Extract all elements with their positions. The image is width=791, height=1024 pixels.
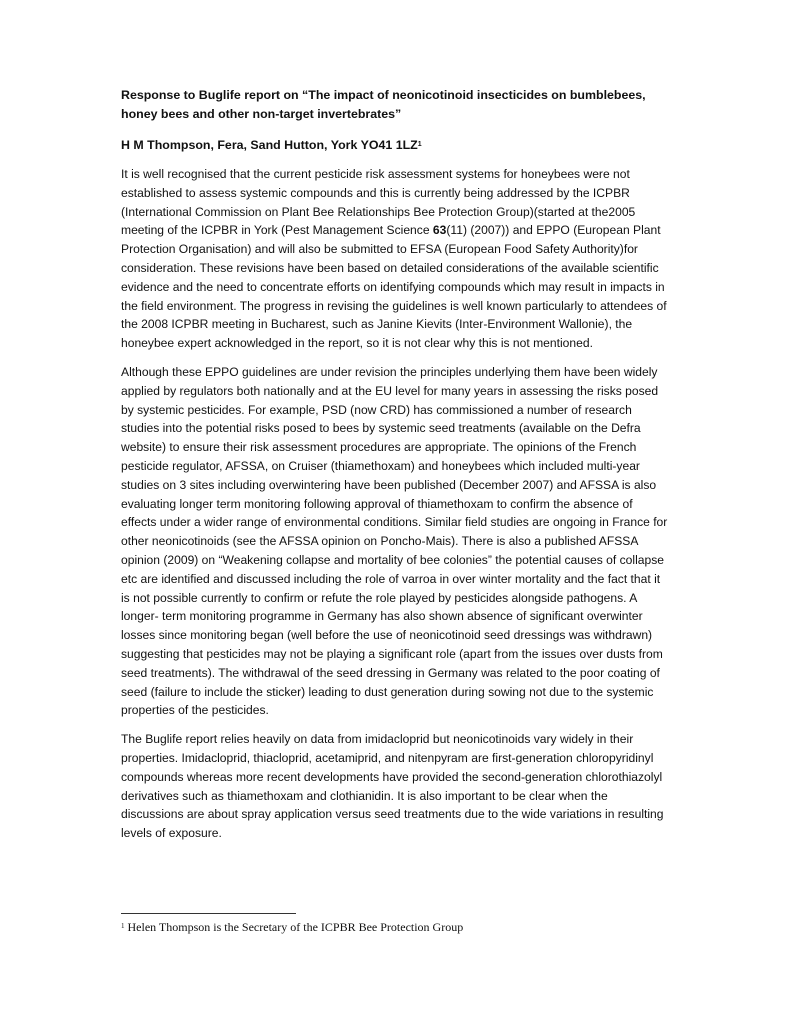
author-footnote-marker: 1 <box>417 141 422 148</box>
author-name: H M Thompson, Fera, Sand Hutton, York YO41 1LZ <box>121 138 418 152</box>
footnote <box>121 920 681 935</box>
paragraph-3: The Buglife report relies heavily on data from imidacloprid but neonicotinoids vary widely in their properties. Imidacloprid, thiacloprid, acetamiprid, and nitenpyram are first-generation chloropyridinyl compounds whereas more recent developments have provided the second-generation chlorothiazolyl derivatives such as thiamethoxam and clothianidin. It is also important to be clear when the discussions are about spray application versus seed treatments due to the wide variations in resulting levels of exposure. <box>121 732 664 841</box>
footnote-divider <box>121 913 296 914</box>
footnote-text: Helen Thompson is the Secretary of the ICPBR Bee Protection Group <box>124 920 464 934</box>
paragraph-1-volume: 63 <box>432 223 447 238</box>
paragraph-1-text-b: (11) (2007)) and EPPO (European Plant Protection Organisation) and will also be submitted to EFSA (European Food Safety Authority)for consideration. These revisions have been based on detailed considerations of the available scientific evidence and the need to concentrate efforts on identifying compounds which may result in impacts in the field environment. The progress in revising the guidelines is well known particularly to attendees of the 2008 ICPBR meeting in Bucharest, such as Janine Kievits (Inter-Environment Wallonie), the honeybee expert acknowledged in the report, so it is not clear why this is not mentioned. <box>121 223 667 351</box>
document-title: Response to Buglife report on “The impact of neonicotinoid insecticides on bumblebees, honey bees and other non-target invertebrates” <box>121 88 646 121</box>
author-line <box>121 136 671 155</box>
paragraph-1 <box>121 165 671 353</box>
paragraph-2: Although these EPPO guidelines are under revision the principles underlying them have been widely applied by regulators both nationally and at the EU level for many years in assessing the risks posed by systemic pesticides. For example, PSD (now CRD) has commissioned a number of research studies into the potential risks posed to bees by systemic seed treatments (available on the Defra website) to ensure their risk assessment procedures are appropriate. The opinions of the French pesticide regulator, AFSSA, on Cruiser (thiamethoxam) and honeybees which included multi-year studies on 3 sites including overwintering have been published (December 2007) and AFSSA is also evaluating longer term monitoring following approval of thiamethoxam to confirm the absence of effects under a wider range of environmental conditions. Similar field studies are ongoing in France for other neonicotinoids (see the AFSSA opinion on Poncho-Mais). There is also a published AFSSA opinion (2009) on “Weakening collapse and mortality of bee colonies” the potential causes of collapse etc are identified and discussed including the role of varroa in over winter mortality and the fact that it is not possible currently to confirm or refute the role played by pesticides alongside pathogens. A longer- term monitoring programme in Germany has also shown absence of significant overwinter losses since monitoring began (well before the use of neonicotinoid seed dressings was withdrawn) suggesting that pesticides may not be playing a significant role (apart from the issues over dusts from seed treatments). The withdrawal of the seed dressing in Germany was related to the poor coating of seed (failure to include the sticker) leading to dust generation during sowing not due to the systemic properties of the pesticides. <box>121 364 668 718</box>
paragraph-1-text-a: It is well recognised that the current pesticide risk assessment systems for honeybees were not established to assess systemic compounds and this is currently being addressed by the ICPBR (International Commission on Plant Bee Relationships Bee Protection Group)(started at the2005 meeting of the ICPBR in York (Pest Management Science <box>121 167 636 238</box>
document-body <box>121 86 671 853</box>
footnote-marker: 1 <box>121 922 125 930</box>
